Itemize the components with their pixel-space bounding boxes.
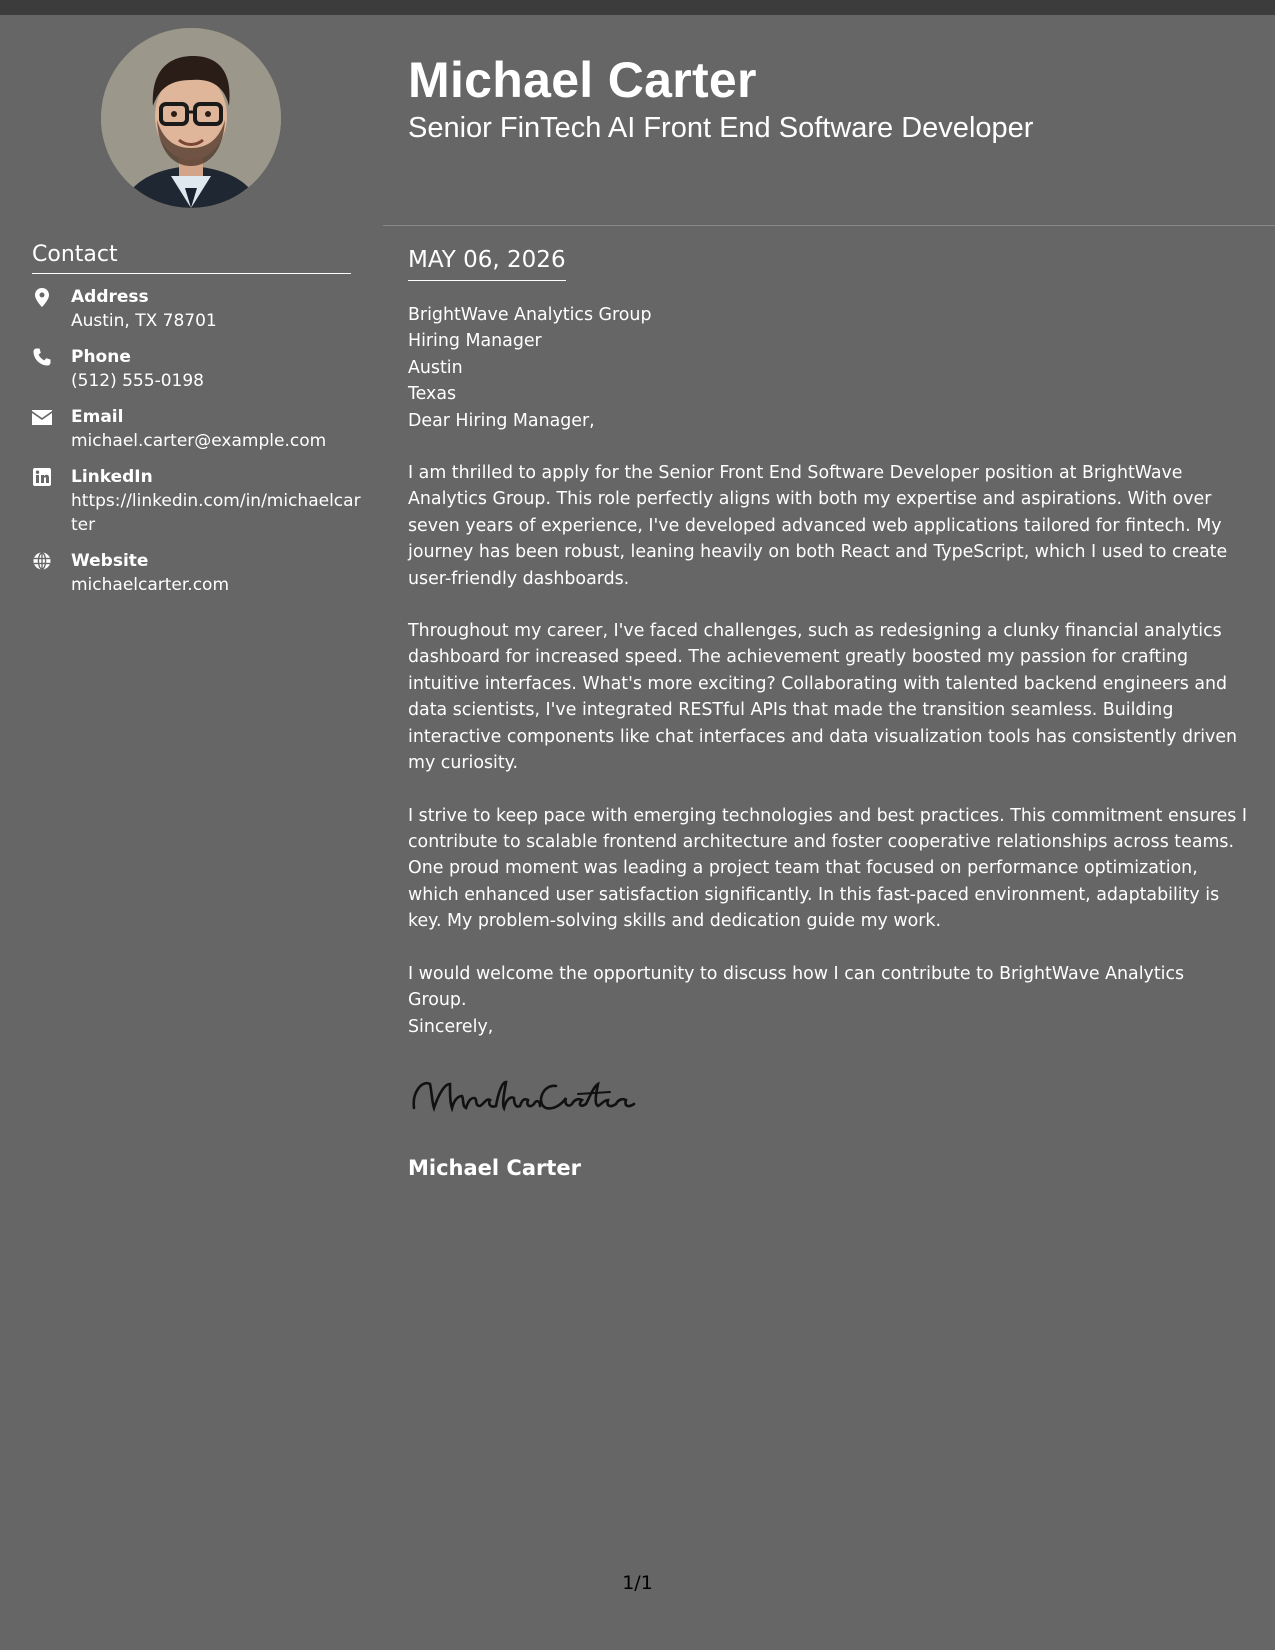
contact-item-phone [32, 345, 362, 393]
contact-item-website [32, 549, 362, 597]
address-value: Austin, TX 78701 [71, 311, 217, 331]
header-divider [383, 225, 1275, 226]
phone-value[interactable]: (512) 555-0198 [71, 371, 204, 391]
salutation: Dear Hiring Manager, [408, 410, 595, 431]
letter-paragraph: I am thrilled to apply for the Senior Front End Software Developer position at BrightWave Analytics Group. This role perfectly aligns with both my expertise and aspirations. With over seven years of experience, I've developed advanced web applications tailored for fintech. My journey has been robust, leaning heavily on both React and TypeScript, which I used to create user-friendly dashboards. [408, 463, 1228, 589]
contact-item-linkedin [32, 465, 362, 537]
website-value[interactable]: michaelcarter.com [71, 575, 230, 595]
closing: Sincerely, [408, 1017, 494, 1037]
sidebar [0, 15, 383, 1650]
profile-photo [101, 28, 281, 208]
contact-label: Website [71, 551, 149, 571]
recipient-block [408, 302, 1248, 434]
contact-item-address [32, 285, 362, 333]
contact-heading: Contact [32, 241, 351, 274]
contact-label: Email [71, 407, 124, 427]
linkedin-icon [32, 467, 52, 487]
phone-icon [32, 347, 52, 367]
top-bar [0, 0, 1275, 15]
letter-date: MAY 06, 2026 [408, 244, 566, 281]
contact-list [32, 285, 362, 609]
contact-label: Phone [71, 347, 131, 367]
job-headline: Senior FinTech AI Front End Software Developer [408, 112, 1034, 144]
page-number: 1/1 [622, 1572, 653, 1594]
recipient-company: BrightWave Analytics Group [408, 305, 652, 325]
letter-paragraph: I strive to keep pace with emerging technologies and best practices. This commitment ensures I contribute to scalable frontend architecture and foster cooperative relationships across teams. One proud moment was leading a project team that focused on performance optimization, which enhanced user satisfaction significantly. In this fast-paced environment, adaptability is key. My problem-solving skills and dedication guide my work. [408, 805, 1248, 932]
contact-label: LinkedIn [71, 467, 153, 487]
signer-name: Michael Carter [408, 1156, 581, 1180]
letter-paragraph: Throughout my career, I've faced challenges, such as redesigning a clunky financial analytics dashboard for increased speed. The achievement greatly boosted my passion for crafting intuitive interfaces. What's more exciting? Collaborating with talented backend engineers and data scientists, I've integrated RESTful APIs that made the transition seamless. Building interactive components like chat interfaces and data visualization tools has consistently driven my curiosity. [408, 621, 1238, 774]
location-pin-icon [32, 287, 52, 307]
contact-item-email [32, 405, 362, 453]
contact-label: Address [71, 287, 149, 307]
linkedin-value[interactable]: https://linkedin.com/in/michaelcarter [71, 491, 361, 535]
recipient-title: Hiring Manager [408, 331, 542, 352]
envelope-icon [32, 407, 52, 427]
recipient-state: Texas [408, 384, 457, 405]
handwritten-signature [406, 1070, 646, 1120]
email-value[interactable]: michael.carter@example.com [71, 431, 327, 451]
recipient-city: Austin [408, 357, 463, 378]
applicant-name: Michael Carter [408, 52, 757, 108]
globe-icon [32, 551, 52, 571]
letter-paragraph: I would welcome the opportunity to discuss how I can contribute to BrightWave Analytics Group. [408, 963, 1185, 1010]
letter-body [408, 302, 1248, 1013]
